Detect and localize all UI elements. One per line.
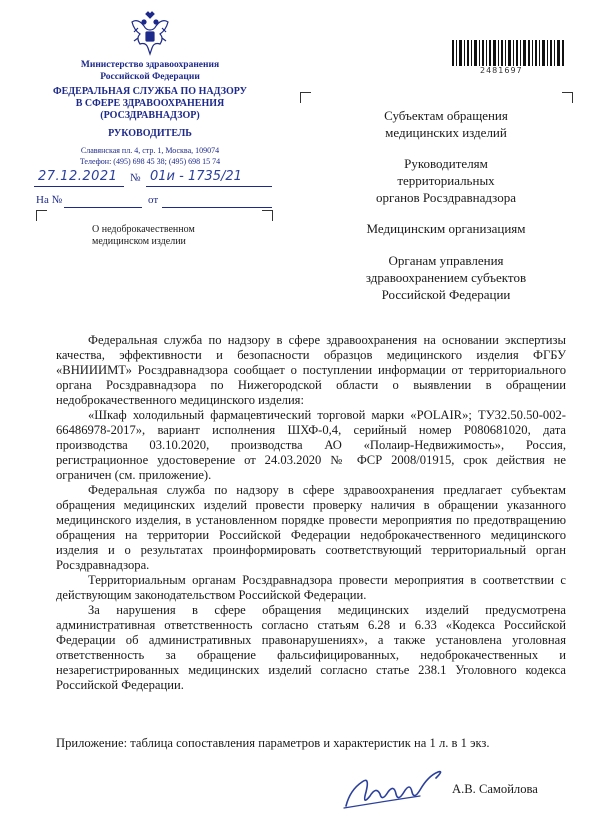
letter-body [56, 333, 566, 693]
subject-line1: О недоброкачественном [92, 224, 195, 235]
agency-name-line1: ФЕДЕРАЛЬНАЯ СЛУЖБА ПО НАДЗОРУ [53, 86, 247, 97]
body-paragraph: За нарушения в сфере обращения медицинских изделий предусмотрена административная ответственность согласно статьям 6.28 и 6.33 «Кодекса Российской Федерации об административных правонарушениях», а также установлена уголовная ответственность за обращение фальсифицированных, недоброкачественных и незарегистрированных медицинских изделий согласно статье 238.1 Уголовного кодекса Российской Федерации. [56, 603, 566, 692]
barcode-number: 2481697 [480, 66, 523, 75]
body-paragraph: Федеральная служба по надзору в сфере здравоохранения предлагает субъектам обращения медицинских изделий провести проверку наличия в обращении указанного медицинского изделия, в установленном порядке провести мероприятия по предотвращению обращения на территории Российской Федерации недоброкачественного медицинского изделия и о результатах проинформировать соответствующий территориальный орган Росздравнадзора. [56, 483, 566, 572]
subject-line2: медицинском изделии [92, 236, 186, 247]
recipient-line: здравоохранением субъектов [365, 270, 527, 285]
body-paragraph: Федеральная служба по надзору в сфере здравоохранения на основании экспертизы качества, эффективности и безопасности образцов медицинского изделия ФГБУ «ВНИИИМТ» Росздравнадзора сообщает о поступлении информации от территориального органа Росздравнадзора по Нижегородской области о выявлении в обращении недоброкачественного медицинского изделия: [56, 333, 566, 407]
head-title: РУКОВОДИТЕЛЬ [108, 128, 192, 139]
reference-date-underline [162, 207, 272, 208]
address-line2: Телефон: (495) 698 45 38; (495) 698 15 74 [79, 157, 221, 166]
reference-number-label: На № [36, 194, 63, 206]
recipient-line: Медицинским организациям [366, 221, 526, 236]
number-label: № [130, 172, 141, 184]
registration-number: 01и - 1735/21 [150, 169, 242, 184]
reference-number-underline [64, 207, 142, 208]
subject-bracket-left [36, 210, 47, 221]
address-bracket-left [300, 92, 311, 103]
reference-from-label: от [148, 194, 159, 206]
recipient-line: Органам управления [388, 253, 504, 268]
ministry-name-line1: Министерство здравоохранения [80, 60, 220, 70]
number-underline [146, 186, 272, 187]
registration-date: 27.12.2021 [38, 169, 118, 184]
signature-icon [340, 766, 450, 814]
agency-name-line3: (РОСЗДРАВНАДЗОР) [100, 110, 200, 121]
ministry-name-line2: Российской Федерации [100, 72, 200, 82]
date-underline [34, 186, 124, 187]
recipient-line: Руководителям [404, 156, 488, 171]
recipient-line: медицинских изделий [385, 125, 507, 140]
appendix-note: Приложение: таблица сопоставления параметров и характеристик на 1 л. в 1 экз. [56, 736, 490, 750]
recipient-line: Российской Федерации [381, 287, 511, 302]
body-paragraph: «Шкаф холодильный фармацевтический торговой марки «POLAIR»; ТУ32.50.50-002-66486978-2017», вариант исполнения ШХФ-0,4, серийный номер P080681020, дата производства 03.10.2020, производства АО «Полаир-Недвижимость», Россия, регистрационное удостоверение от 24.03.2020 № ФСР 2008/01915, срок действия не ограничен (см. приложение). [56, 408, 566, 482]
barcode-icon [452, 40, 564, 66]
body-paragraph: Территориальным органам Росздравнадзора провести мероприятия в соответствии с действующим законодательством Российской Федерации. [56, 573, 566, 602]
agency-name-line2: В СФЕРЕ ЗДРАВООХРАНЕНИЯ [75, 98, 225, 109]
state-emblem-icon [124, 8, 176, 60]
address-line1: Славянская пл. 4, стр. 1, Москва, 109074 [80, 146, 220, 155]
address-bracket-right [562, 92, 573, 103]
recipient-line: органов Росздравнадзора [375, 190, 517, 205]
recipient-line: Субъектам обращения [384, 108, 508, 123]
signer-name: А.В. Самойлова [452, 782, 538, 796]
recipient-line: территориальных [397, 173, 495, 188]
subject-bracket-right [262, 210, 273, 221]
